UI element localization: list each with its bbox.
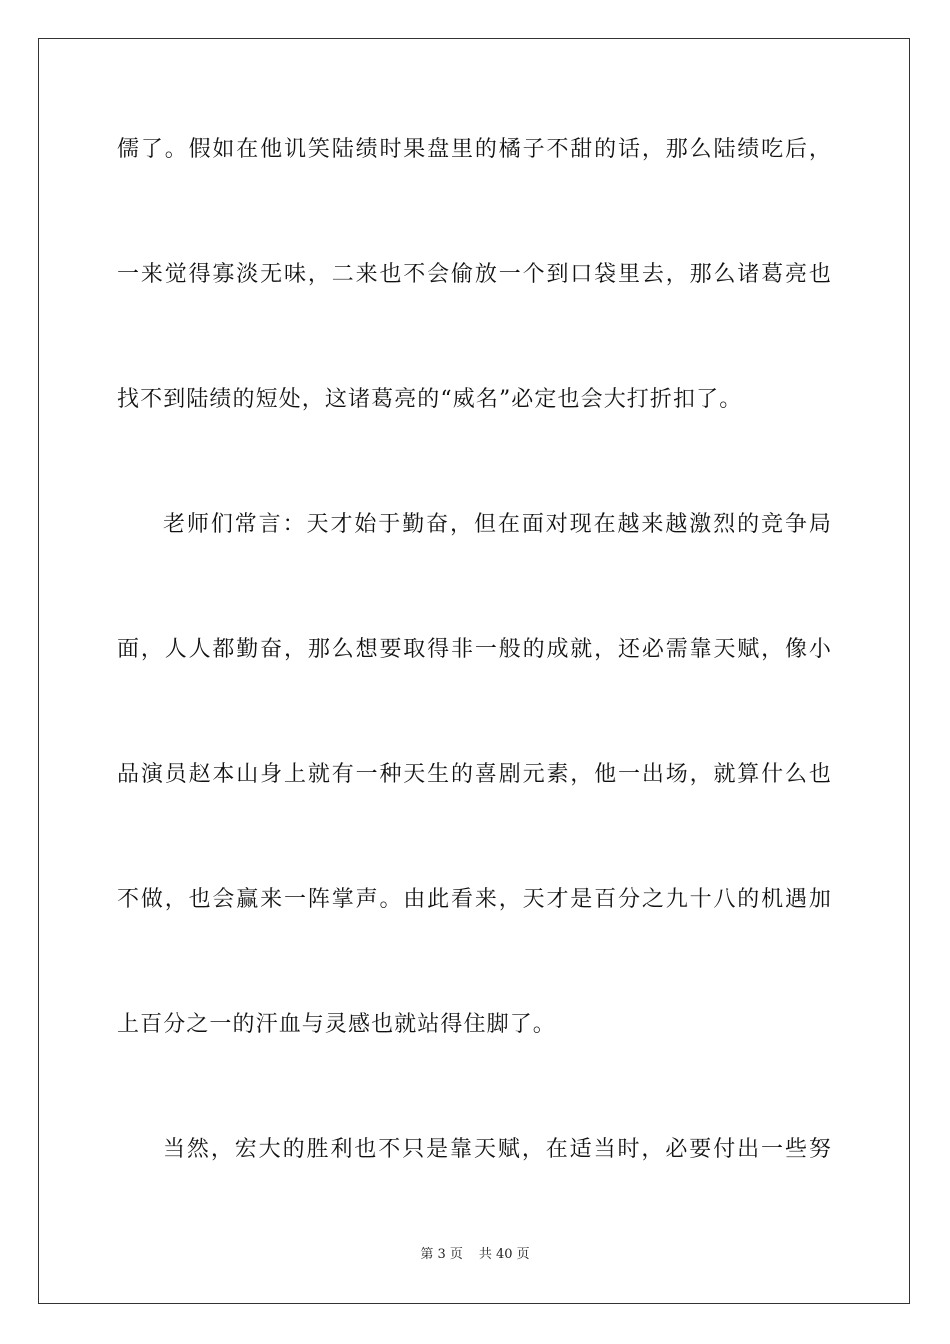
body-text-line: 品演员赵本山身上就有一种天生的喜剧元素，他一出场，就算什么也 [117, 762, 832, 787]
paragraph-first-line: 老师们常言：天才始于勤奋，但在面对现在越来越激烈的竞争局 [163, 512, 832, 537]
body-text-line: 不做，也会赢来一阵掌声。由此看来，天才是百分之九十八的机遇加 [117, 887, 832, 912]
page-border [38, 38, 910, 1304]
body-text-line: 上百分之一的汗血与灵感也就站得住脚了。 [117, 1012, 556, 1037]
body-text-line: 儒了。假如在他讥笑陆绩时果盘里的橘子不甜的话，那么陆绩吃后， [117, 137, 832, 162]
page-footer [0, 1246, 950, 1264]
paragraph-first-line: 当然，宏大的胜利也不只是靠天赋，在适当时，必要付出一些努 [163, 1137, 832, 1162]
page-total: 共 40 页 [478, 1247, 530, 1262]
body-text-line: 一来觉得寡淡无味，二来也不会偷放一个到口袋里去，那么诸葛亮也 [117, 262, 832, 287]
body-text-line: 面，人人都勤奋，那么想要取得非一般的成就，还必需靠天赋，像小 [117, 637, 832, 662]
body-text-line: 找不到陆绩的短处，这诸葛亮的“威名”必定也会大打折扣了。 [117, 387, 743, 412]
page-number: 第 3 页 [420, 1247, 463, 1262]
